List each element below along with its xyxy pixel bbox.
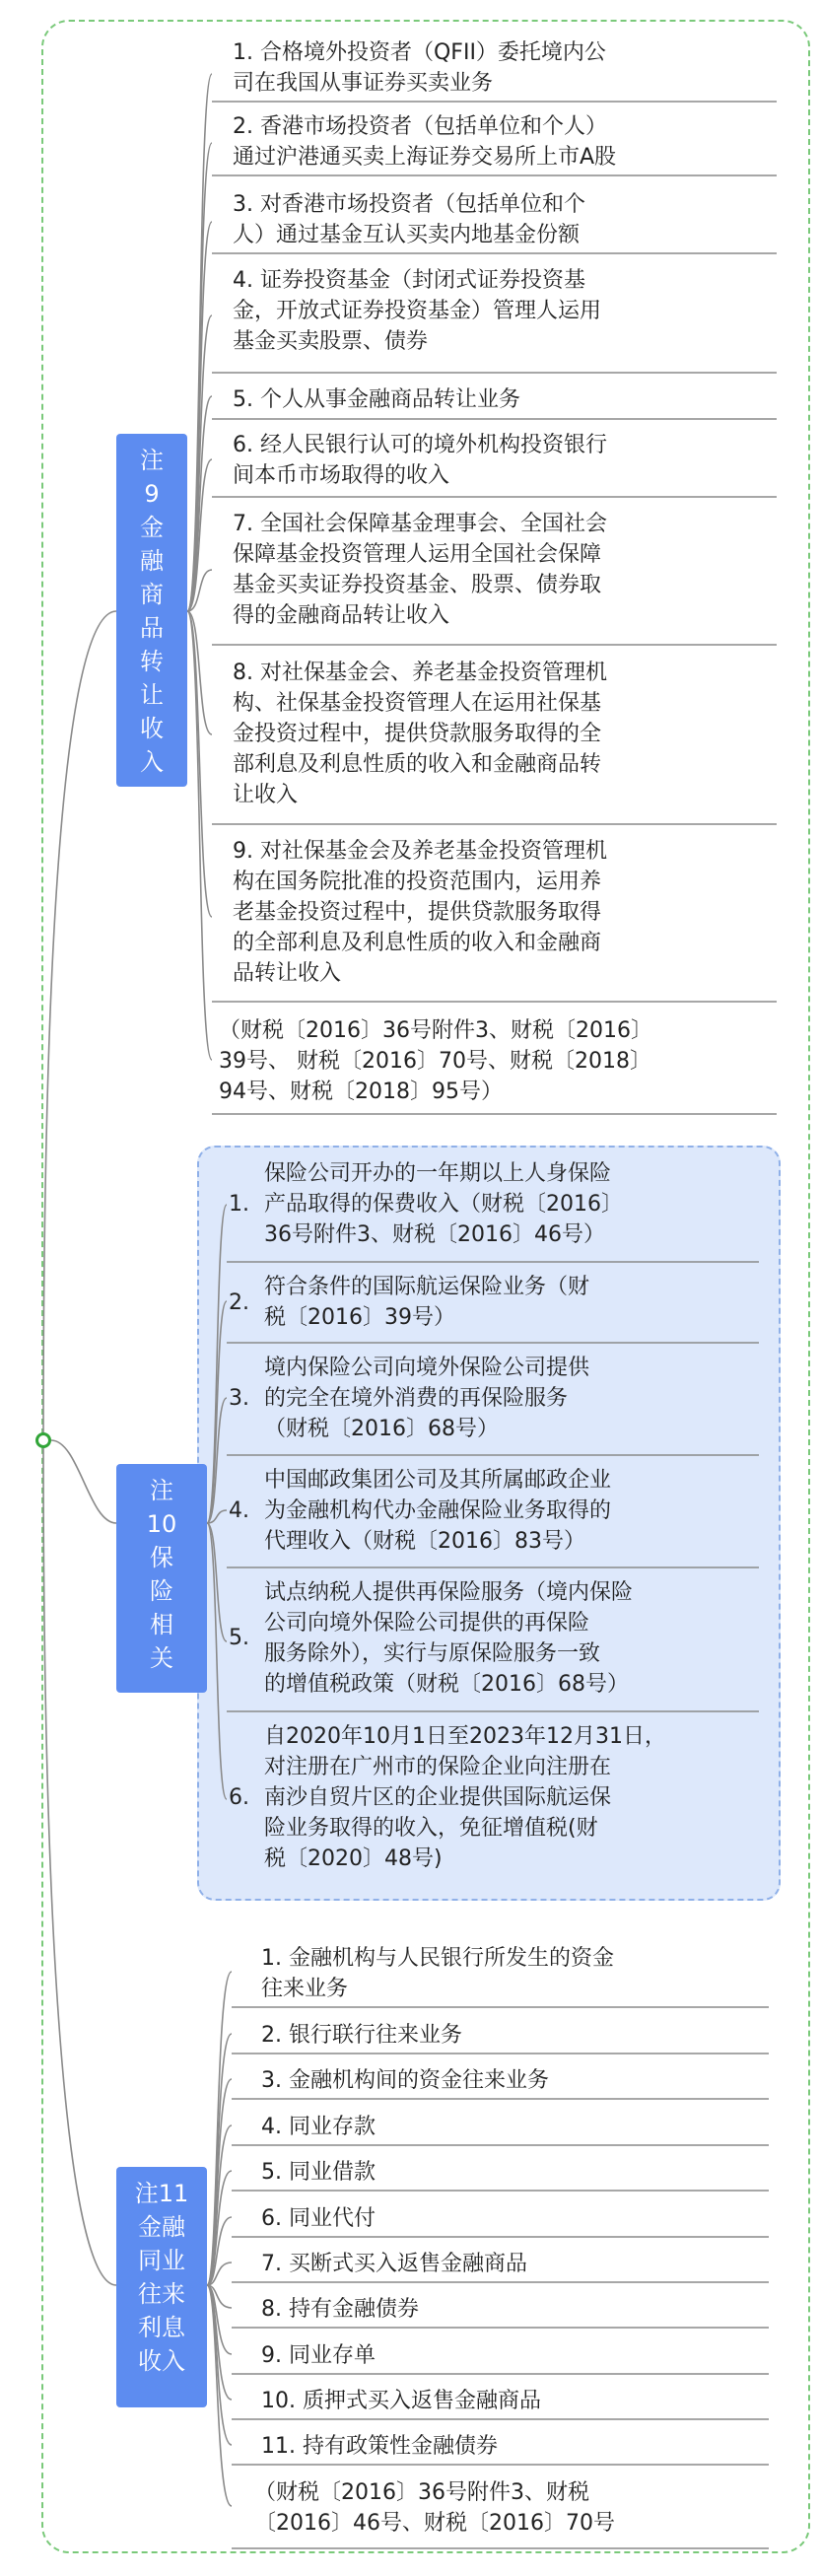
note9-reference-note: （财税〔2016〕36号附件3、财税〔2016〕 39号、 财税〔2016〕70号、财税〔2018〕 94号、财税〔2018〕95号） [219, 1018, 652, 1104]
note11-item-5[interactable]: 5. 同业借款 [261, 2160, 376, 2185]
note11-item-3[interactable]: 3. 金融机构间的资金往来业务 [261, 2068, 549, 2093]
note11-item-1[interactable]: 1. 金融机构与人民银行所发生的资金 往来业务 [261, 1946, 614, 2001]
note10-item-3[interactable]: 3. 境内保险公司向境外保险公司提供 的完全在境外消费的再保险服务 （财税〔2016〕68号） [229, 1356, 590, 1441]
note11-item-8[interactable]: 8. 持有金融债券 [261, 2297, 419, 2322]
trunk-to-note9 [43, 611, 116, 1432]
note11-item-2[interactable]: 2. 银行联行往来业务 [261, 2023, 462, 2048]
note10-item-1[interactable]: 1. 保险公司开办的一年期以上人身保险 产品取得的保费收入（财税〔2016〕 36号附件3、财税〔2016〕46号） [229, 1161, 623, 1247]
note9-item-8[interactable]: 8. 对社保基金会、养老基金投资管理机 构、社保基金投资管理人在运用社保基 金投资过程中，提供贷款服务取得的全 部利息及利息性质的收入和金融商品转 让收入 [233, 661, 607, 807]
topic-note11[interactable] [116, 2167, 207, 2407]
fan-9-3 [187, 222, 212, 611]
topic-note11-label: 注11 金融 同业 往来 利息 收入 [134, 2180, 189, 2375]
note9-item-3[interactable]: 3. 对香港市场投资者（包括单位和个 人）通过基金互认买卖内地基金份额 [233, 192, 585, 247]
fan-9-9 [187, 611, 212, 917]
note11-item-6[interactable]: 6. 同业代付 [261, 2206, 376, 2231]
note9-item-2[interactable]: 2. 香港市场投资者（包括单位和个人） 通过沪港通买卖上海证券交易所上市A股 [233, 114, 617, 170]
note9-item-6[interactable]: 6. 经人民银行认可的境外机构投资银行 间本币市场取得的收入 [233, 433, 607, 488]
trunk-to-note10 [51, 1440, 116, 1523]
root-node[interactable] [35, 1432, 51, 1448]
note10-item-2[interactable]: 2. 符合条件的国际航运保险业务（财 税〔2016〕39号） [229, 1275, 590, 1330]
topic-note9[interactable] [116, 434, 187, 787]
note11-item-7[interactable]: 7. 买断式买入返售金融商品 [261, 2252, 527, 2276]
trunk-to-note11 [43, 1448, 116, 2285]
note11-item-9[interactable]: 9. 同业存单 [261, 2343, 376, 2368]
note10-item-4[interactable]: 4. 中国邮政集团公司及其所属邮政企业 为金融机构代办金融保险业务取得的 代理收入（财税〔2016〕83号） [229, 1468, 612, 1554]
topic-note9-label: 注 9 金 融 商 品 转 让 收 入 [140, 447, 164, 776]
fan-10-6 [207, 1523, 227, 1799]
note9-item-4[interactable]: 4. 证券投资基金（封闭式证券投资基 金，开放式证券投资基金）管理人运用 基金买卖股票、债券 [233, 268, 602, 354]
note10-item-5[interactable]: 5. 试点纳税人提供再保险服务（境内保险 公司向境外保险公司提供的再保险 服务除外），实行与原保险服务一致 的增值税政策（财税〔2016〕68号） [229, 1580, 634, 1697]
note10-item-6[interactable]: 6. 自2020年10月1日至2023年12月31日， 对注册在广州市的保险企业向注册在 南沙自贸片区的企业提供国际航运保 险业务取得的收入，免征增值税(财 税〔2020〕48号) [229, 1724, 666, 1871]
topic-note10[interactable] [116, 1464, 207, 1693]
note9-item-5[interactable]: 5. 个人从事金融商品转让业务 [233, 387, 520, 412]
topic-note10-label: 注 10 保 险 相 关 [146, 1477, 177, 1672]
fan-9-8 [187, 611, 212, 734]
note11-item-11[interactable]: 11. 持有政策性金融债券 [261, 2434, 498, 2459]
note9-item-9[interactable]: 9. 对社保基金会及养老基金投资管理机 构在国务院批准的投资范围内，运用养 老基金投资过程中，提供贷款服务取得 的全部利息及利息性质的收入和金融商 品转让收入 [233, 839, 607, 986]
fan-10-1 [207, 1205, 227, 1523]
note11-reference-note: （财税〔2016〕36号附件3、财税 〔2016〕46号、财税〔2016〕70号 [254, 2480, 615, 2536]
note9-item-7[interactable]: 7. 全国社会保障基金理事会、全国社会 保障基金投资管理人运用全国社会保障 基金买卖证券投资基金、股票、债券取 得的金融商品转让收入 [233, 512, 607, 628]
note9-item-1[interactable]: 1. 合格境外投资者（QFII）委托境内公 司在我国从事证券买卖业务 [233, 40, 606, 96]
note11-item-10[interactable]: 10. 质押式买入返售金融商品 [261, 2389, 541, 2413]
note11-item-4[interactable]: 4. 同业存款 [261, 2115, 376, 2139]
fan-10-5 [207, 1523, 227, 1641]
